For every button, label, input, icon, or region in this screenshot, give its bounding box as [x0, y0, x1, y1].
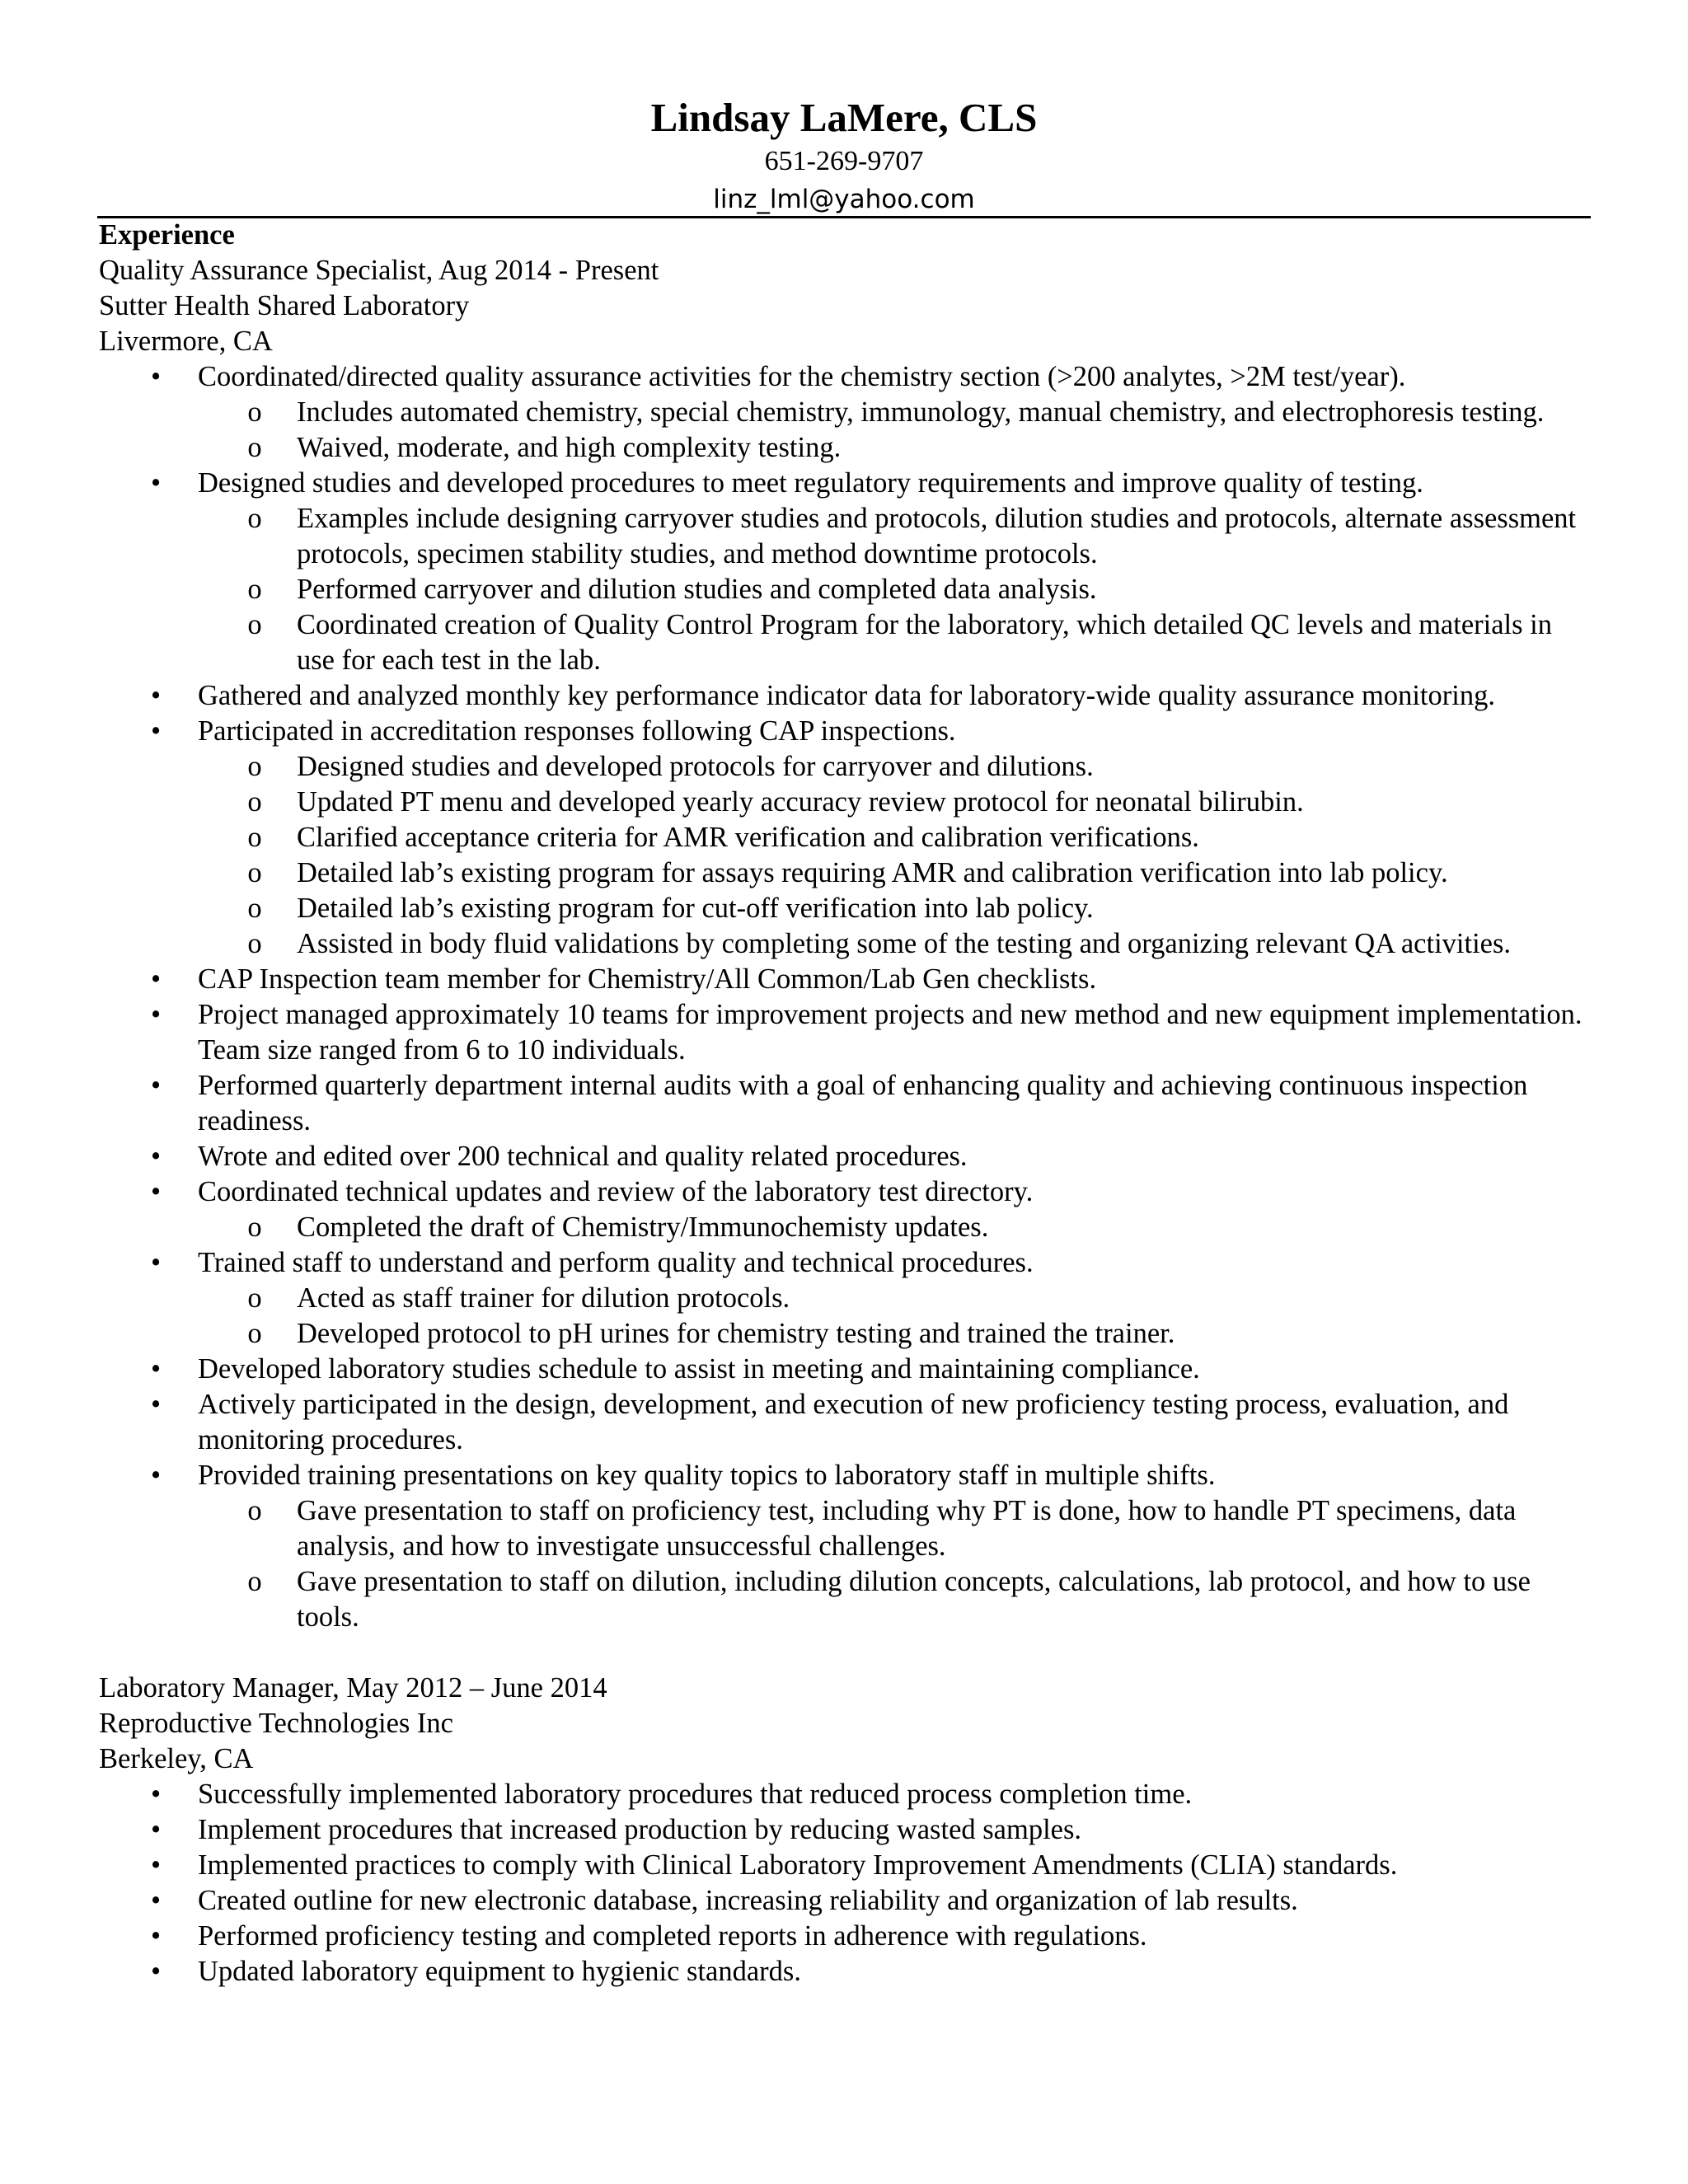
sub-duty-text: Detailed lab’s existing program for assays requiring AMR and calibration verification into lab policy. — [297, 857, 1448, 888]
duty-text: Successfully implemented laboratory procedures that reduced process completion time. — [198, 1779, 1193, 1810]
bullet-icon: • — [150, 1849, 162, 1881]
duty-item — [99, 1848, 1582, 1883]
duty-text: Provided training presentations on key quality topics to laboratory staff in multiple shifts. — [198, 1460, 1216, 1491]
bullet-icon: • — [150, 999, 162, 1030]
bullet-icon: • — [150, 680, 162, 711]
bullet-icon: • — [150, 1779, 162, 1810]
duty-text: Coordinated technical updates and review of the laboratory test directory. — [198, 1176, 1034, 1207]
duty-item — [99, 1387, 1582, 1458]
duty-text: Wrote and edited over 200 technical and quality related procedures. — [198, 1141, 968, 1172]
sub-bullet-icon: o — [247, 503, 262, 534]
duty-item — [99, 714, 1582, 749]
sub-bullet-icon: o — [247, 1318, 262, 1349]
sub-duty-item — [99, 820, 1582, 855]
sub-bullet-icon: o — [247, 1566, 262, 1597]
sub-duty-item — [99, 891, 1582, 926]
duty-item — [99, 1352, 1582, 1387]
duty-item — [99, 1919, 1582, 1954]
duty-item — [99, 1812, 1582, 1848]
duty-text: Performed quarterly department internal audits with a goal of enhancing quality and achieving continuous inspection readiness. — [198, 1070, 1528, 1137]
duty-text: Created outline for new electronic database, increasing reliability and organization of lab results. — [198, 1885, 1298, 1916]
bullet-icon: • — [150, 1070, 162, 1101]
bullet-icon: • — [150, 361, 162, 392]
duty-item — [99, 962, 1582, 997]
sub-duty-text: Includes automated chemistry, special chemistry, immunology, manual chemistry, and electrophoresis testing. — [297, 396, 1545, 428]
sub-bullet-icon: o — [247, 786, 262, 818]
duty-text: CAP Inspection team member for Chemistry/All Common/Lab Gen checklists. — [198, 963, 1097, 995]
duty-item — [99, 359, 1582, 395]
resume-body — [99, 218, 1582, 1990]
sub-bullet-icon: o — [247, 432, 262, 463]
job-location: Livermore, CA — [99, 326, 273, 357]
sub-duty-text: Assisted in body fluid validations by completing some of the testing and organizing relevant QA activities. — [297, 928, 1512, 959]
job-title: Quality Assurance Specialist, Aug 2014 - Present — [99, 255, 659, 286]
duty-item — [99, 1245, 1582, 1281]
duty-text: Designed studies and developed procedures to meet regulatory requirements and improve quality of testing. — [198, 467, 1423, 499]
duty-text: Actively participated in the design, development, and execution of new proficiency testing process, evaluation, and monitoring procedures. — [198, 1389, 1509, 1455]
bullet-icon: • — [150, 1956, 162, 1987]
sub-duty-text: Developed protocol to pH urines for chemistry testing and trained the trainer. — [297, 1318, 1175, 1349]
bullet-icon: • — [150, 1920, 162, 1952]
duty-item — [99, 1458, 1582, 1493]
sub-duty-item — [99, 926, 1582, 962]
duty-text: Gathered and analyzed monthly key performance indicator data for laboratory-wide quality assurance monitoring. — [198, 680, 1495, 711]
sub-bullet-icon: o — [247, 928, 262, 959]
duty-item — [99, 1777, 1582, 1812]
bullet-icon: • — [150, 1460, 162, 1491]
sub-duty-item — [99, 607, 1582, 678]
sub-duty-text: Examples include designing carryover studies and protocols, dilution studies and protocols, alternate assessment protocols, specimen stability studies, and method downtime protocols. — [297, 503, 1577, 569]
job-duties-list — [99, 1777, 1582, 1990]
sub-duty-text: Gave presentation to staff on dilution, including dilution concepts, calculations, lab protocol, and how to use tools. — [297, 1566, 1531, 1633]
bullet-icon: • — [150, 1176, 162, 1207]
sub-duty-item — [99, 855, 1582, 891]
bullet-icon: • — [150, 467, 162, 499]
bullet-icon: • — [150, 963, 162, 995]
sub-duty-text: Acted as staff trainer for dilution protocols. — [297, 1282, 790, 1314]
bullet-icon: • — [150, 1247, 162, 1278]
sub-bullet-icon: o — [247, 893, 262, 924]
sub-duty-text: Performed carryover and dilution studies and completed data analysis. — [297, 574, 1097, 605]
duty-item — [99, 678, 1582, 714]
sub-bullet-icon: o — [247, 751, 262, 782]
sub-bullet-icon: o — [247, 574, 262, 605]
phone-number: 651-269-9707 — [764, 146, 924, 176]
sub-duty-text: Gave presentation to staff on proficiency test, including why PT is done, how to handle PT specimens, data analysis, and how to investigate unsuccessful challenges. — [297, 1495, 1517, 1562]
job-company: Sutter Health Shared Laboratory — [99, 290, 470, 321]
sub-duty-text: Coordinated creation of Quality Control Program for the laboratory, which detailed QC levels and materials in use for each test in the lab. — [297, 609, 1553, 676]
sub-bullet-icon: o — [247, 822, 262, 853]
sub-duty-item — [99, 501, 1582, 572]
sub-duty-text: Designed studies and developed protocols for carryover and dilutions. — [297, 751, 1094, 782]
sub-bullet-icon: o — [247, 1212, 262, 1243]
sub-duty-item — [99, 749, 1582, 785]
duty-text: Participated in accreditation responses following CAP inspections. — [198, 715, 956, 747]
sub-duty-item — [99, 785, 1582, 820]
duty-item — [99, 1883, 1582, 1919]
job-entry — [99, 253, 1582, 1635]
sub-duty-item — [99, 430, 1582, 466]
sub-duty-item — [99, 395, 1582, 430]
candidate-name: Lindsay LaMere, CLS — [650, 95, 1038, 140]
bullet-icon: • — [150, 1353, 162, 1385]
duty-item — [99, 466, 1582, 501]
duty-text: Developed laboratory studies schedule to assist in meeting and maintaining compliance. — [198, 1353, 1200, 1385]
sub-duty-item — [99, 572, 1582, 607]
job-entry — [99, 1671, 1582, 1990]
resume-header — [0, 92, 1688, 219]
duty-item — [99, 1139, 1582, 1174]
sub-duty-text: Clarified acceptance criteria for AMR verification and calibration verifications. — [297, 822, 1199, 853]
sub-duty-text: Waived, moderate, and high complexity testing. — [297, 432, 842, 463]
bullet-icon: • — [150, 1814, 162, 1845]
experience-list — [99, 253, 1582, 1990]
duty-item — [99, 997, 1582, 1068]
sub-bullet-icon: o — [247, 396, 262, 428]
bullet-icon: • — [150, 1389, 162, 1420]
duty-text: Implement procedures that increased production by reducing wasted samples. — [198, 1814, 1082, 1845]
sub-duty-item — [99, 1281, 1582, 1316]
sub-duty-text: Completed the draft of Chemistry/Immunochemisty updates. — [297, 1212, 989, 1243]
job-spacer — [99, 1635, 1582, 1671]
bullet-icon: • — [150, 1885, 162, 1916]
duty-text: Project managed approximately 10 teams for improvement projects and new method and new equipment implementation. Team size ranged from 6 to 10 individuals. — [198, 999, 1582, 1066]
job-duties-list — [99, 359, 1582, 1635]
job-company: Reproductive Technologies Inc — [99, 1708, 453, 1739]
job-title: Laboratory Manager, May 2012 – June 2014 — [99, 1672, 607, 1704]
duty-text: Coordinated/directed quality assurance activities for the chemistry section (>200 analytes, >2M test/year). — [198, 361, 1406, 392]
duty-item — [99, 1174, 1582, 1210]
duty-text: Updated laboratory equipment to hygienic standards. — [198, 1956, 801, 1987]
experience-heading: Experience — [99, 219, 235, 251]
sub-duty-item — [99, 1564, 1582, 1635]
duty-item — [99, 1068, 1582, 1139]
sub-bullet-icon: o — [247, 857, 262, 888]
sub-bullet-icon: o — [247, 1282, 262, 1314]
bullet-icon: • — [150, 1141, 162, 1172]
job-location: Berkeley, CA — [99, 1743, 254, 1774]
sub-duty-item — [99, 1316, 1582, 1352]
sub-duty-text: Updated PT menu and developed yearly accuracy review protocol for neonatal bilirubin. — [297, 786, 1304, 818]
sub-duty-item — [99, 1210, 1582, 1245]
duty-text: Trained staff to understand and perform quality and technical procedures. — [198, 1247, 1034, 1278]
bullet-icon: • — [150, 715, 162, 747]
duty-item — [99, 1954, 1582, 1990]
duty-text: Implemented practices to comply with Clinical Laboratory Improvement Amendments (CLIA) standards. — [198, 1849, 1398, 1881]
sub-bullet-icon: o — [247, 609, 262, 640]
sub-bullet-icon: o — [247, 1495, 262, 1526]
sub-duty-item — [99, 1493, 1582, 1564]
duty-text: Performed proficiency testing and completed reports in adherence with regulations. — [198, 1920, 1147, 1952]
email-address: linz_lml@yahoo.com — [713, 185, 975, 214]
sub-duty-text: Detailed lab’s existing program for cut-off verification into lab policy. — [297, 893, 1094, 924]
